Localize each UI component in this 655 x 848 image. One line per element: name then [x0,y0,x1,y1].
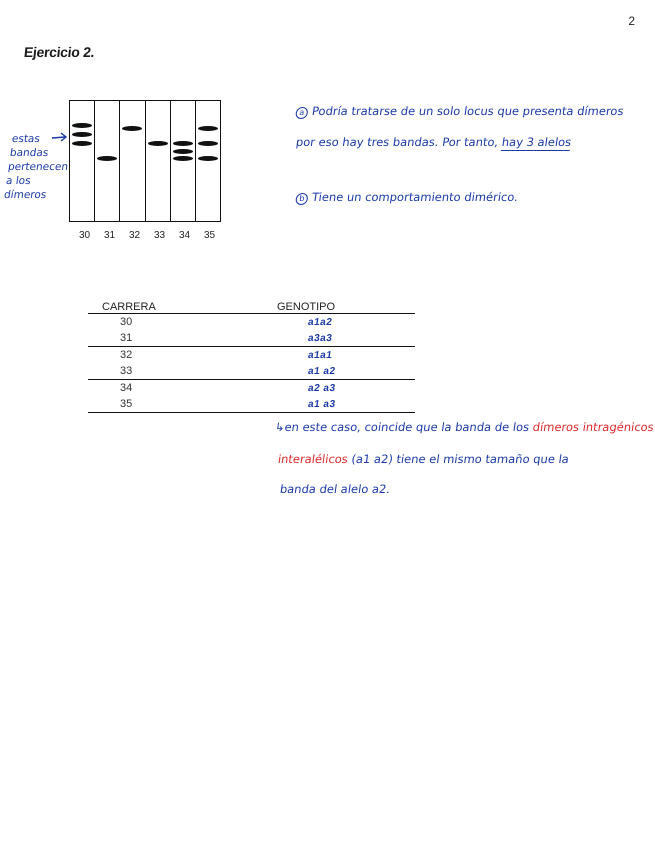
gel-lane-35 [196,101,220,221]
table-header [88,298,415,314]
lane-label: 30 [78,230,91,241]
cell-carrera: 32 [120,349,133,361]
gel-band [97,156,117,161]
cell-genotipo: a1 a2 [307,365,337,377]
cell-genotipo: a1a1 [307,349,334,361]
table-row [88,380,415,396]
table-row [88,396,415,413]
circled-b-marker: b [295,193,309,205]
gel-lane-30 [70,101,95,221]
gel-band [72,123,92,128]
side-note-line: pertenecen [7,161,69,173]
gel-band [173,141,193,146]
exercise-title: Ejercicio 2. [23,44,96,60]
cell-carrera: 33 [120,365,133,377]
answer-a-text: Podría tratarse de un solo locus que presenta dímeros [311,104,625,118]
genotype-table [88,298,415,413]
answer-a-text-2: por eso hay tres bandas. Por tanto, [295,135,500,149]
answer-a-line2 [295,135,572,149]
side-note-line: a los [5,175,32,187]
cell-carrera: 31 [120,332,133,344]
gel-band [72,132,92,137]
note-text-highlight: dímeros intragénicos [531,420,655,434]
side-note-line: estas [11,133,41,145]
cell-carrera: 30 [120,316,133,328]
header-genotipo: GENOTIPO [277,301,336,313]
cell-genotipo: a2 a3 [307,382,337,394]
gel-band [198,141,218,146]
table-row [88,363,415,380]
answer-a-line1 [295,104,625,119]
arrow-icon [50,130,70,144]
side-note-line: dímeros [3,189,48,201]
lane-label: 31 [103,230,116,241]
note-text: banda del alelo a2. [279,482,392,496]
note-line-2 [277,452,570,466]
gel-band [173,149,193,154]
answer-b-line [295,190,519,205]
gel-electrophoresis [69,100,221,222]
gel-lane-33 [146,101,171,221]
cell-carrera: 35 [120,398,133,410]
note-line-1 [274,420,655,434]
table-row [88,330,415,347]
gel-band [198,126,218,131]
cell-genotipo: a1 a3 [307,398,337,410]
lane-label: 33 [153,230,166,241]
cell-genotipo: a3a3 [307,332,334,344]
answer-a-conclusion: hay 3 alelos [500,135,573,149]
gel-lane-31 [95,101,120,221]
lane-label: 34 [178,230,191,241]
gel-lane-labels [72,230,222,241]
cell-carrera: 34 [120,382,133,394]
header-carrera: CARRERA [102,301,156,313]
gel-band [122,126,142,131]
table-row [88,314,415,330]
cell-genotipo: a1a2 [307,316,334,328]
gel-band [148,141,168,146]
answer-b-text: Tiene un comportamiento dimérico. [311,190,519,204]
note-text: ↳en este caso, coincide que la banda de los [274,420,531,434]
table-row [88,347,415,363]
circled-a-marker: a [295,107,309,119]
lane-label: 32 [128,230,141,241]
side-note-line: bandas [9,147,50,159]
page-number: 2 [628,14,635,28]
note-line-3 [279,482,391,496]
gel-band [72,141,92,146]
note-text-highlight: interalélicos [277,452,349,466]
lane-label: 35 [203,230,216,241]
gel-band [198,156,218,161]
gel-lane-34 [171,101,196,221]
note-text: (a1 a2) tiene el mismo tamaño que la [350,452,570,466]
gel-band [173,156,193,161]
gel-lane-32 [120,101,145,221]
